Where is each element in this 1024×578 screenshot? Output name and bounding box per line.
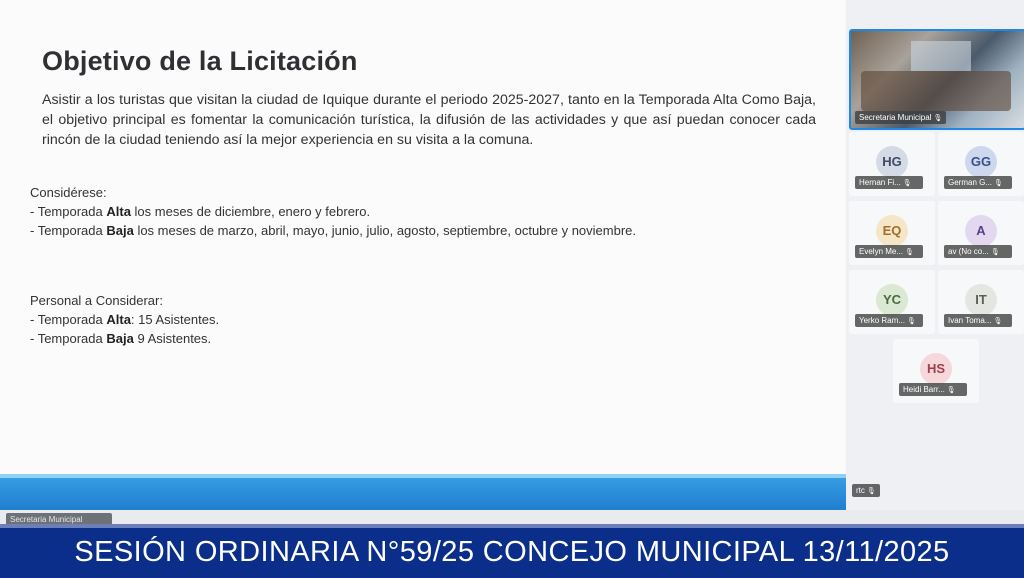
line-prefix: - Temporada [30,331,107,346]
personal-baja-line [30,329,219,348]
participant-tile[interactable] [849,201,935,265]
participant-name-tag [899,383,967,396]
banner-strip [0,510,1024,524]
avatar: EQ [876,215,908,247]
session-banner-text: SESIÓN ORDINARIA N°59/25 CONCEJO MUNICIPAL 13/11/2025 [74,536,950,568]
video-scene [861,71,1011,111]
participant-tile[interactable] [938,270,1024,334]
line-bold: Baja [106,223,134,238]
speaker-name: Secretaria Municipal [859,113,932,122]
session-banner [0,524,1024,578]
participant-name-tag[interactable] [852,484,880,497]
avatar: GG [965,146,997,178]
speaker-name-tag [855,111,946,124]
participant-tile[interactable] [849,132,935,196]
presenter-mini-tag: Secretaria Municipal [6,513,112,527]
participant-name: Yerko Ram... [859,316,905,325]
participant-name-tag [944,314,1012,327]
line-text: los meses de diciembre, enero y febrero. [130,204,371,219]
avatar: YC [876,284,908,316]
mic-muted-icon: 🎙 [866,488,876,495]
line-bold: Alta [106,312,131,327]
participant-name: rtc [856,486,865,495]
mic-muted-icon: 🎙 [902,180,912,187]
line-bold: Baja [106,331,134,346]
participant-tile[interactable] [938,201,1024,265]
mic-muted-icon: 🎙 [946,387,956,394]
participant-tile[interactable] [893,339,979,403]
participant-tile[interactable] [938,132,1024,196]
avatar: A [965,215,997,247]
mic-muted-icon: 🎙 [993,318,1003,325]
participant-name: Evelyn Me... [859,247,904,256]
avatar: IT [965,284,997,316]
slide-intro-text: Asistir a los turistas que visitan la ciudad de Iquique durante el periodo 2025-2027, tanto en la Temporada Alta Como Baja, el objetivo principal es fomentar la comunicación turística, la difusión de las actividades y que así puedan conocer cada rincón de la ciudad teniendo así la mejor experiencia en su visita a la comuna. [42,92,816,148]
temporadas-section [30,183,636,240]
participant-name: Hernan Fi... [859,178,901,187]
line-prefix: - Temporada [30,204,107,219]
personal-heading: Personal a Considerar: [30,293,163,308]
line-prefix: - Temporada [30,223,107,238]
slide-bar-highlight [0,474,846,478]
line-bold: Alta [106,204,131,219]
active-speaker-video[interactable] [849,29,1024,130]
participant-name-tag [855,176,923,189]
video-scene [911,41,971,71]
line-text: los meses de marzo, abril, mayo, junio, julio, agosto, septiembre, octubre y noviembre. [133,223,637,238]
participant-name: Heidi Barr... [903,385,945,394]
personal-alta-line [30,310,219,329]
line-text: 9 Asistentes. [133,331,212,346]
participant-name-tag [855,245,923,258]
temporadas-heading: Considérese: [30,185,107,200]
temporada-baja-line [30,221,636,240]
line-text: : 15 Asistentes. [130,312,220,327]
participant-name-tag [944,176,1012,189]
participant-name: German G... [948,178,993,187]
line-prefix: - Temporada [30,312,107,327]
temporada-alta-line [30,202,636,221]
mic-muted-icon: 🎙 [990,249,1000,256]
mic-muted-icon: 🎙 [905,249,914,256]
mic-muted-icon: 🎙 [994,180,1003,187]
participant-name: av (No co... [948,247,989,256]
banner-highlight [0,524,1024,528]
participant-name-tag [855,314,923,327]
avatar: HG [876,146,908,178]
personal-section [30,291,219,348]
participant-name-tag [944,245,1012,258]
avatar: HS [920,353,952,385]
mic-muted-icon: 🎙 [933,115,943,122]
participant-name: Ivan Toma... [948,316,992,325]
slide-footer-bar [0,474,846,510]
mic-muted-icon: 🎙 [906,318,916,325]
participant-tile[interactable] [849,270,935,334]
slide-title: Objetivo de la Licitación [42,46,358,76]
